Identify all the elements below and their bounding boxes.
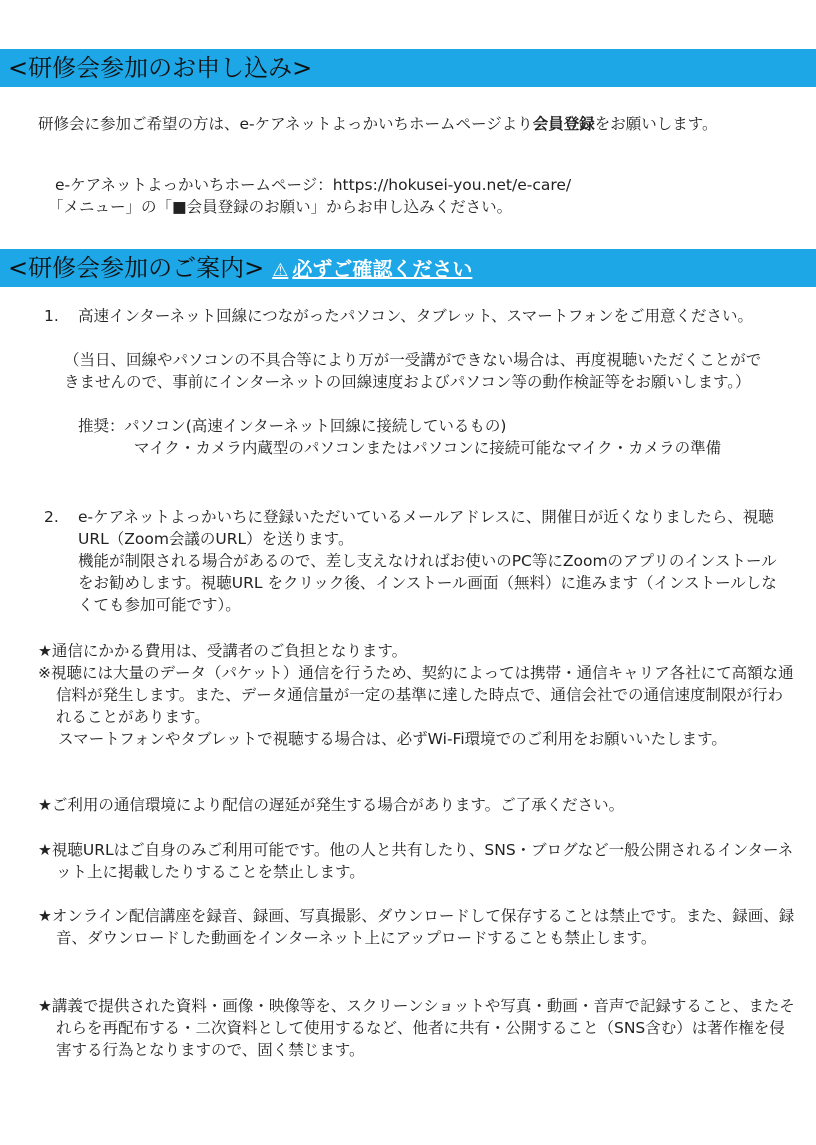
section-heading-text: <研修会参加のご案内>	[8, 254, 265, 282]
intro-text-end: をお願いします。	[594, 115, 718, 133]
section-heading-text: <研修会参加のお申し込み>	[8, 54, 313, 82]
section-heading-application	[0, 49, 816, 87]
note-data-warning: ※視聴には大量のデータ（パケット）通信を行うため、契約によっては携帯・通信キャリア各社にて高額な通信料が発生します。また、データ通信量が一定の基準に達した時点で、通信会社での通信速度制限が行われることがあります。	[38, 664, 794, 726]
homepage-url-line: e-ケアネットよっかいちホームページ：https://hokusei-you.net/e-care/	[55, 176, 572, 194]
item1-note: （当日、回線やパソコンの不具合等により万が一受講ができない場合は、再度視聴いただくことができませんので、事前にインターネットの回線速度およびパソコン等の動作検証等をお願いします。）	[64, 351, 762, 391]
note-cost: ★通信にかかる費用は、受講者のご負担となります。	[38, 642, 408, 660]
item1-recommend-1: パソコン(高速インターネット回線に接続しているもの)	[124, 417, 507, 435]
item1-text: 高速インターネット回線につながったパソコン、タブレット、スマートフォンをご用意ください。	[78, 307, 754, 325]
item2-text-2: 機能が制限される場合があるので、差し支えなければお使いのPC等にZoomのアプリのインストールをお勧めします。視聴URL をクリック後、インストール画面（無料）に進みます（インストールしなくても参加可能です）。	[78, 552, 777, 614]
item1-recommend-2: マイク・カメラ内蔵型のパソコンまたはパソコンに接続可能なマイク・カメラの準備	[134, 439, 722, 457]
note-copyright: ★講義で提供された資料・画像・映像等を、スクリーンショットや写真・動画・音声で記録すること、またそれらを再配布する・二次資料として使用するなど、他者に共有・公開すること（SNS含む）は著作権を侵害する行為となりますので、固く禁じます。	[38, 997, 795, 1059]
intro-text: 研修会に参加ご希望の方は、e-ケアネットよっかいちホームページより	[38, 115, 533, 133]
section-heading-guide	[0, 249, 816, 287]
intro-paragraph	[38, 113, 798, 135]
warning-link[interactable]	[272, 257, 472, 281]
item1-marker: 1.	[44, 307, 59, 325]
note-recording: ★オンライン配信講座を録音、録画、写真撮影、ダウンロードして保存することは禁止です。また、録画、録音、ダウンロードした動画をインターネット上にアップロードすることも禁止します。	[38, 907, 795, 947]
note-url-share: ★視聴URLはご自身のみご利用可能です。他の人と共有したり、SNS・ブログなど一般公開されるインターネット上に掲載したりすることを禁止します。	[38, 841, 794, 881]
note-wifi: スマートフォンやタブレットで視聴する場合は、必ずWi-Fi環境でのご利用をお願いいたします。	[58, 730, 727, 748]
item2-text: e-ケアネットよっかいちに登録いただいているメールアドレスに、開催日が近くなりましたら、視聴URL（Zoom会議のURL）を送ります。	[78, 508, 774, 548]
item2-marker: 2.	[44, 508, 59, 526]
note-delay: ★ご利用の通信環境により配信の遅延が発生する場合があります。ご了承ください。	[38, 796, 625, 814]
item1-recommend-label: 推奨：	[78, 417, 125, 435]
menu-instruction-line: 「メニュー」の「■会員登録のお願い」からお申し込みください。	[48, 198, 513, 216]
warning-text: 必ずご確認ください	[292, 257, 473, 281]
warning-icon: ⚠	[272, 260, 289, 281]
member-registration-emphasis: 会員登録	[532, 115, 595, 133]
